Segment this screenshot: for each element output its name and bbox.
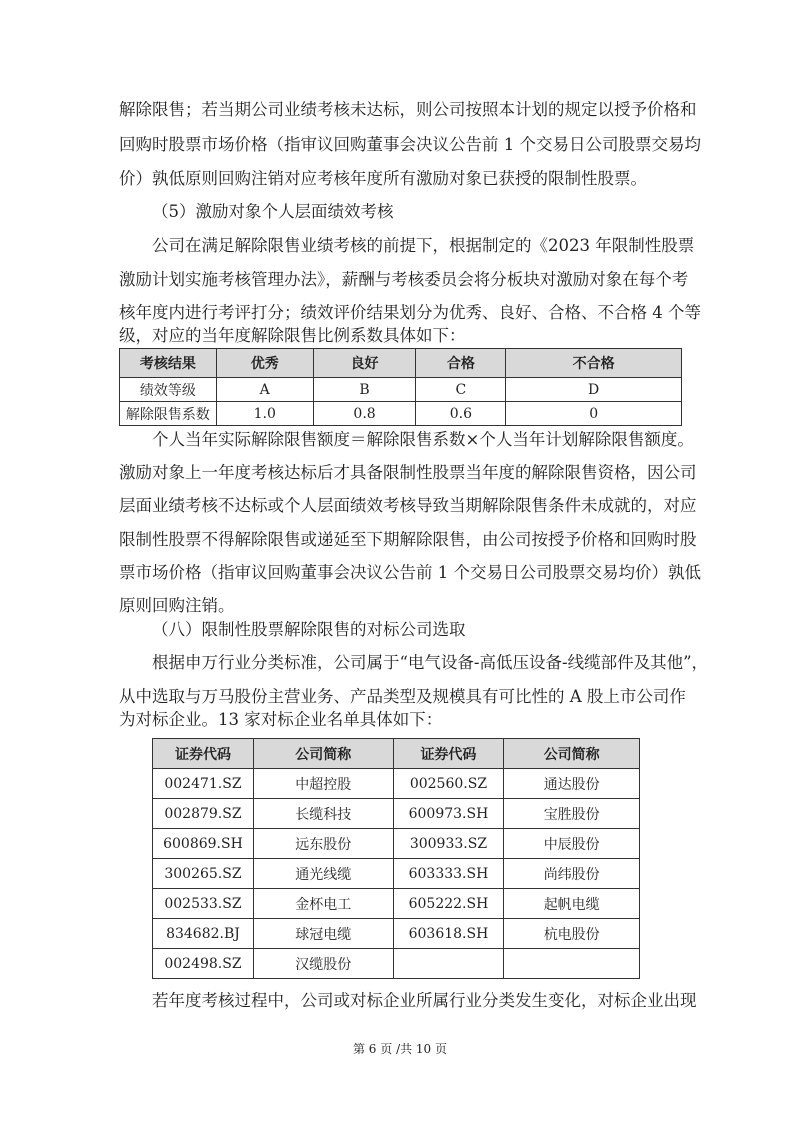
table-cell: 0.6	[416, 402, 506, 426]
paragraph-line: 为对标企业。13 家对标企业名单具体如下：	[119, 710, 443, 729]
table-row	[153, 859, 640, 889]
section-heading: （八）限制性股票解除限售的对标公司选取	[152, 620, 466, 639]
paragraph-line: 解除限售；若当期公司业绩考核未达标，则公司按照本计划的规定以授予价格和	[119, 100, 697, 119]
table-cell: 002533.SZ	[153, 889, 254, 919]
table-cell: D	[506, 378, 682, 402]
header-cell: 良好	[313, 349, 416, 378]
section-heading: （5）激励对象个人层面绩效考核	[152, 202, 394, 221]
table-row	[153, 889, 640, 919]
paragraph-line: 层面业绩考核不达标或个人层面绩效考核导致当期解除限售条件未成就的，对应	[119, 496, 697, 515]
table-cell: 绩效等级	[120, 378, 217, 402]
benchmark-companies-table	[152, 738, 640, 979]
table-cell: 汉缆股份	[253, 949, 393, 979]
table-header-row	[153, 739, 640, 769]
table-cell: 0.8	[313, 402, 416, 426]
header-cell: 证券代码	[153, 739, 254, 769]
paragraph-line: 票市场价格（指审议回购董事会决议公告前 1 个交易日公司股票交易均价）孰低	[119, 563, 701, 582]
header-cell: 优秀	[216, 349, 313, 378]
table-cell	[393, 949, 504, 979]
table-cell: 通达股份	[504, 769, 640, 799]
table-cell: 尚纬股份	[504, 859, 640, 889]
paragraph-line: 若年度考核过程中，公司或对标企业所属行业分类发生变化，对标企业出现	[152, 991, 697, 1010]
header-cell: 证券代码	[393, 739, 504, 769]
header-cell: 公司简称	[504, 739, 640, 769]
table-cell: 834682.BJ	[153, 919, 254, 949]
table-cell: A	[216, 378, 313, 402]
table-cell	[504, 949, 640, 979]
table-cell: 解除限售系数	[120, 402, 217, 426]
header-cell: 不合格	[506, 349, 682, 378]
performance-grade-table	[119, 348, 682, 426]
table-cell: 宝胜股份	[504, 799, 640, 829]
table-cell: 通光线缆	[253, 859, 393, 889]
table-cell: B	[313, 378, 416, 402]
table-cell: 002879.SZ	[153, 799, 254, 829]
paragraph-line: 从中选取与万马股份主营业务、产品类型及规模具有可比性的 A 股上市公司作	[119, 687, 686, 706]
table-cell: 300933.SZ	[393, 829, 504, 859]
table-cell: 金杯电工	[253, 889, 393, 919]
paragraph-line: 个人当年实际解除限售额度＝解除限售系数×个人当年计划解除限售额度。	[152, 430, 694, 449]
table-cell: 球冠电缆	[253, 919, 393, 949]
table-header-row	[120, 349, 682, 378]
table-cell: 300265.SZ	[153, 859, 254, 889]
header-cell: 考核结果	[120, 349, 217, 378]
paragraph-line: 激励对象上一年度考核达标后才具备限制性股票当年度的解除限售资格，因公司	[119, 463, 697, 482]
table-cell: C	[416, 378, 506, 402]
table-cell: 600869.SH	[153, 829, 254, 859]
table-cell: 长缆科技	[253, 799, 393, 829]
table-row	[153, 799, 640, 829]
table-cell: 603618.SH	[393, 919, 504, 949]
paragraph-line: 级，对应的当年度解除限售比例系数具体如下：	[119, 326, 466, 345]
table-row	[120, 378, 682, 402]
paragraph-line: 价）孰低原则回购注销对应考核年度所有激励对象已获授的限制性股票。	[119, 169, 647, 188]
table-row	[120, 402, 682, 426]
table-row	[153, 919, 640, 949]
table-cell: 0	[506, 402, 682, 426]
table-cell: 中超控股	[253, 769, 393, 799]
table-cell: 远东股份	[253, 829, 393, 859]
paragraph-line: 原则回购注销。	[119, 596, 235, 615]
paragraph-line: 根据申万行业分类标准，公司属于“电气设备-高低压设备-线缆部件及其他”，	[152, 653, 709, 672]
table-cell: 002498.SZ	[153, 949, 254, 979]
paragraph-line: 回购时股票市场价格（指审议回购董事会决议公告前 1 个交易日公司股票交易均	[119, 135, 701, 154]
paragraph-line: 公司在满足解除限售业绩考核的前提下，根据制定的《2023 年限制性股票	[152, 236, 695, 255]
table-row	[153, 769, 640, 799]
table-cell: 中辰股份	[504, 829, 640, 859]
paragraph-line: 核年度内进行考评打分；绩效评价结果划分为优秀、良好、合格、不合格 4 个等	[119, 303, 701, 322]
header-cell: 公司简称	[253, 739, 393, 769]
paragraph-line: 激励计划实施考核管理办法》，薪酬与考核委员会将分板块对激励对象在每个考	[119, 270, 689, 289]
page-number: 第 6 页 /共 10 页	[352, 1042, 448, 1056]
table-row	[153, 949, 640, 979]
table-cell: 002471.SZ	[153, 769, 254, 799]
header-cell: 合格	[416, 349, 506, 378]
table-cell: 605222.SH	[393, 889, 504, 919]
table-row	[153, 829, 640, 859]
table-cell: 杭电股份	[504, 919, 640, 949]
table-cell: 002560.SZ	[393, 769, 504, 799]
table-cell: 起帆电缆	[504, 889, 640, 919]
paragraph-line: 限制性股票不得解除限售或递延至下期解除限售，由公司按授予价格和回购时股	[119, 530, 697, 549]
table-cell: 1.0	[216, 402, 313, 426]
table-cell: 600973.SH	[393, 799, 504, 829]
table-cell: 603333.SH	[393, 859, 504, 889]
